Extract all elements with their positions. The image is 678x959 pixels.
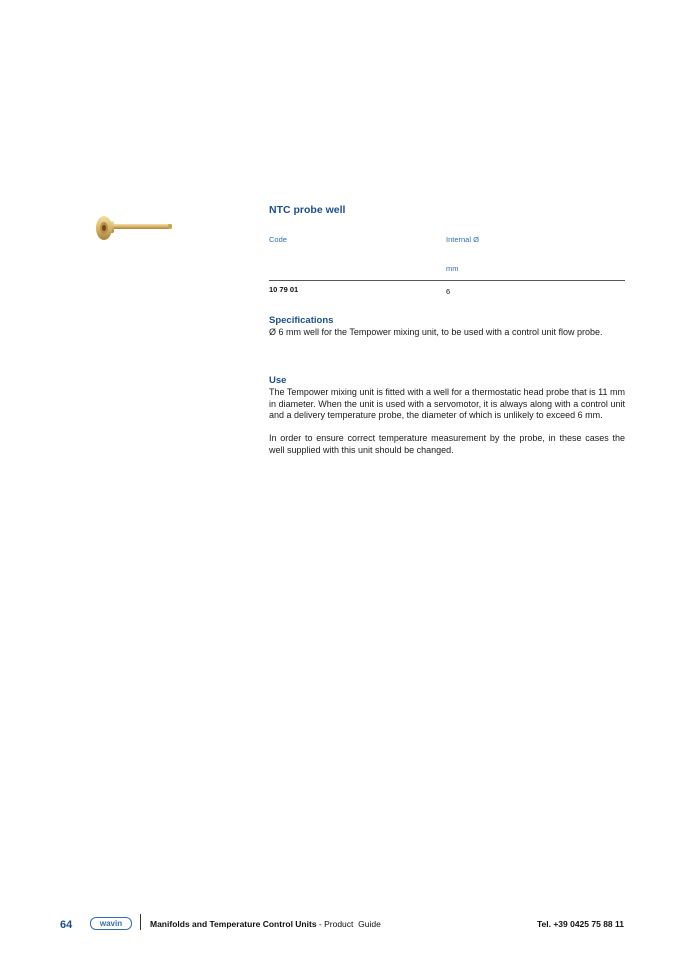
product-title: NTC probe well <box>269 204 346 216</box>
product-diameter: 6 <box>446 287 451 296</box>
use-text-paragraph-1: The Tempower mixing unit is fitted with a well for a thermostatic head probe that is 11 mm in diameter. When the unit is used with a servomotor, it is always along with a control unit and a delivery temperature probe, the diameter of which is unlikely to exceed 6 mm. <box>269 387 625 421</box>
probe-well-illustration <box>92 212 174 246</box>
specifications-text: Ø 6 mm well for the Tempower mixing unit, to be used with a control unit flow probe. <box>269 327 603 337</box>
diameter-column-header: Internal Ø <box>446 235 479 244</box>
footer-title-bold: Manifolds and Temperature Control Units <box>150 919 317 929</box>
code-column-header: Code <box>269 235 287 244</box>
use-heading: Use <box>269 375 287 386</box>
specifications-heading: Specifications <box>269 315 334 326</box>
table-divider <box>269 280 625 281</box>
product-image <box>92 212 174 246</box>
use-text-paragraph-2: In order to ensure correct temperature measurement by the probe, in these cases the well supplied with this unit should be changed. <box>269 433 625 455</box>
product-code: 10 79 01 <box>269 285 299 294</box>
footer-divider <box>140 914 141 930</box>
wavin-logo: wavin <box>90 917 132 930</box>
page-number: 64 <box>60 919 73 931</box>
diameter-unit: mm <box>446 264 459 273</box>
footer-title-rest: - Product Guide <box>316 919 381 929</box>
footer-phone: Tel. +39 0425 75 88 11 <box>536 919 624 929</box>
footer-title <box>150 919 381 929</box>
